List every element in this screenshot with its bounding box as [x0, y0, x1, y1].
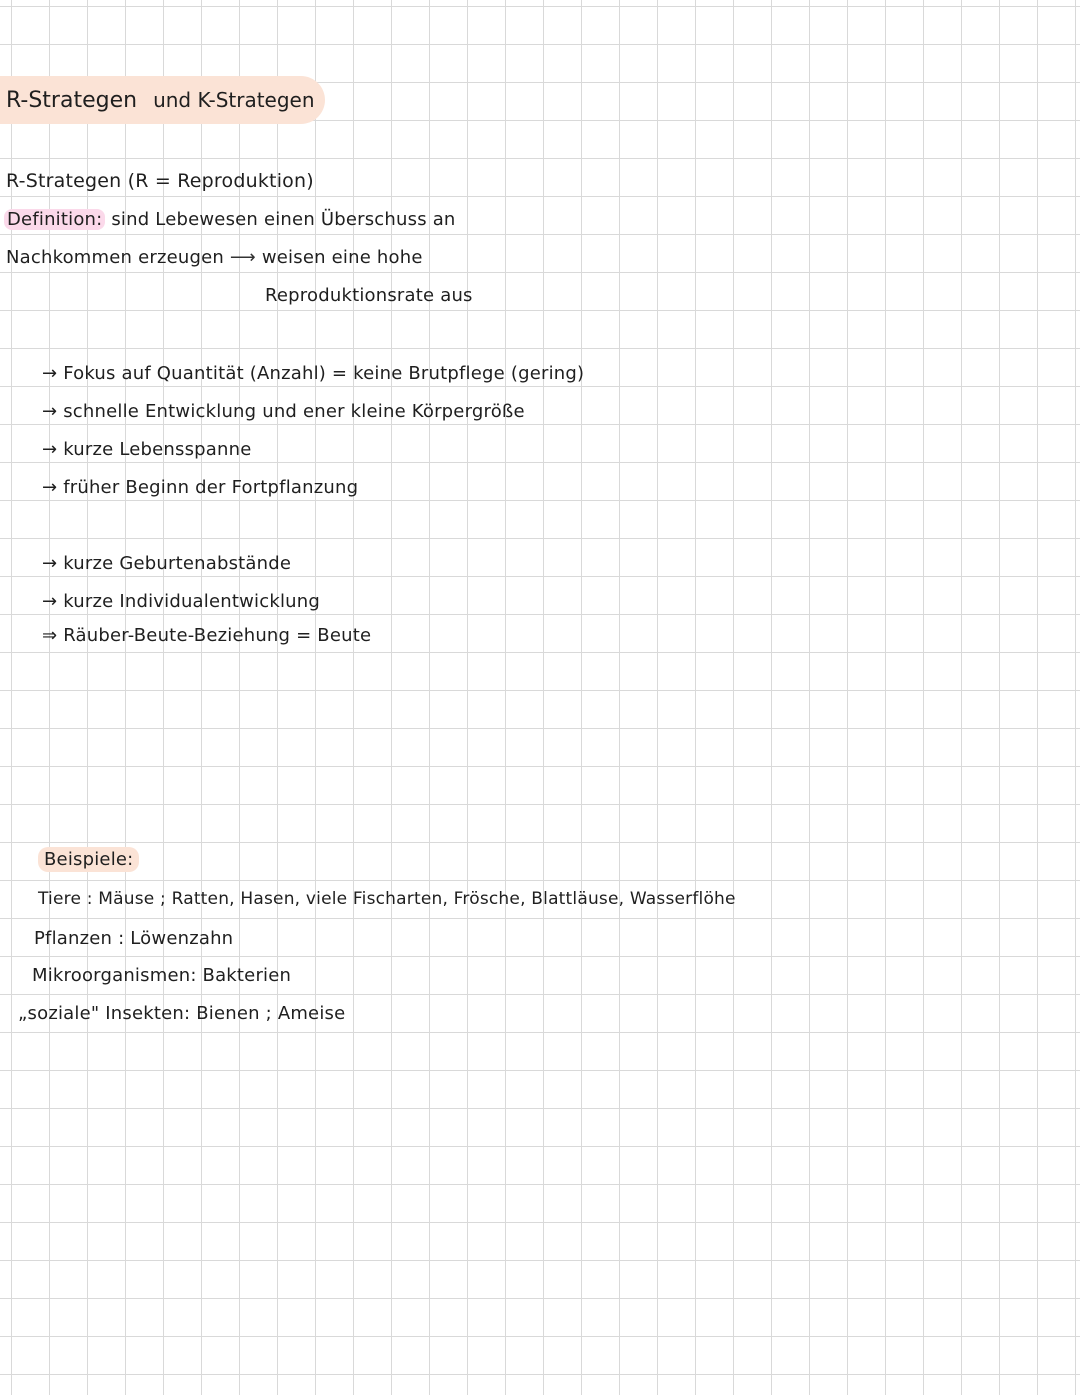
page-title — [0, 76, 325, 124]
title-part1: R-Strategen — [6, 87, 138, 113]
example-microorganisms: Mikroorganismen: Bakterien — [32, 965, 292, 986]
examples-heading: Beispiele: — [38, 847, 139, 872]
arrow-icon: ⟶ — [229, 247, 256, 268]
title-part2: und K-Strategen — [153, 88, 315, 112]
example-animals: Tiere : Mäuse ; Ratten, Hasen, viele Fischarten, Frösche, Blattläuse, Wasserflöhe — [38, 889, 736, 909]
trait-item: → früher Beginn der Fortpflanzung — [42, 477, 359, 498]
definition-text-2b: weisen eine hohe — [261, 247, 423, 268]
definition-line-2 — [6, 247, 423, 268]
example-plants: Pflanzen : Löwenzahn — [34, 928, 234, 949]
example-insects: „soziale" Insekten: Bienen ; Ameise — [18, 1003, 346, 1024]
definition-text-1: sind Lebewesen einen Überschuss an — [111, 209, 456, 230]
examples-heading-wrap — [38, 849, 139, 870]
trait-item: → schnelle Entwicklung und ener kleine Körpergröße — [42, 401, 525, 422]
trait-item: ⇒ Räuber-Beute-Beziehung = Beute — [42, 625, 372, 646]
trait-item: → kurze Individualentwicklung — [42, 591, 321, 612]
trait-item: → Fokus auf Quantität (Anzahl) = keine Brutpflege (gering) — [42, 363, 585, 384]
definition-line-1 — [4, 209, 456, 230]
definition-text-2a: Nachkommen erzeugen — [6, 247, 224, 268]
trait-item: → kurze Geburtenabstände — [42, 553, 292, 574]
trait-item: → kurze Lebensspanne — [42, 439, 252, 460]
section-heading-r: R-Strategen (R = Reproduktion) — [6, 170, 314, 192]
definition-label: Definition: — [4, 209, 105, 230]
definition-line-3: Reproduktionsrate aus — [265, 285, 473, 306]
